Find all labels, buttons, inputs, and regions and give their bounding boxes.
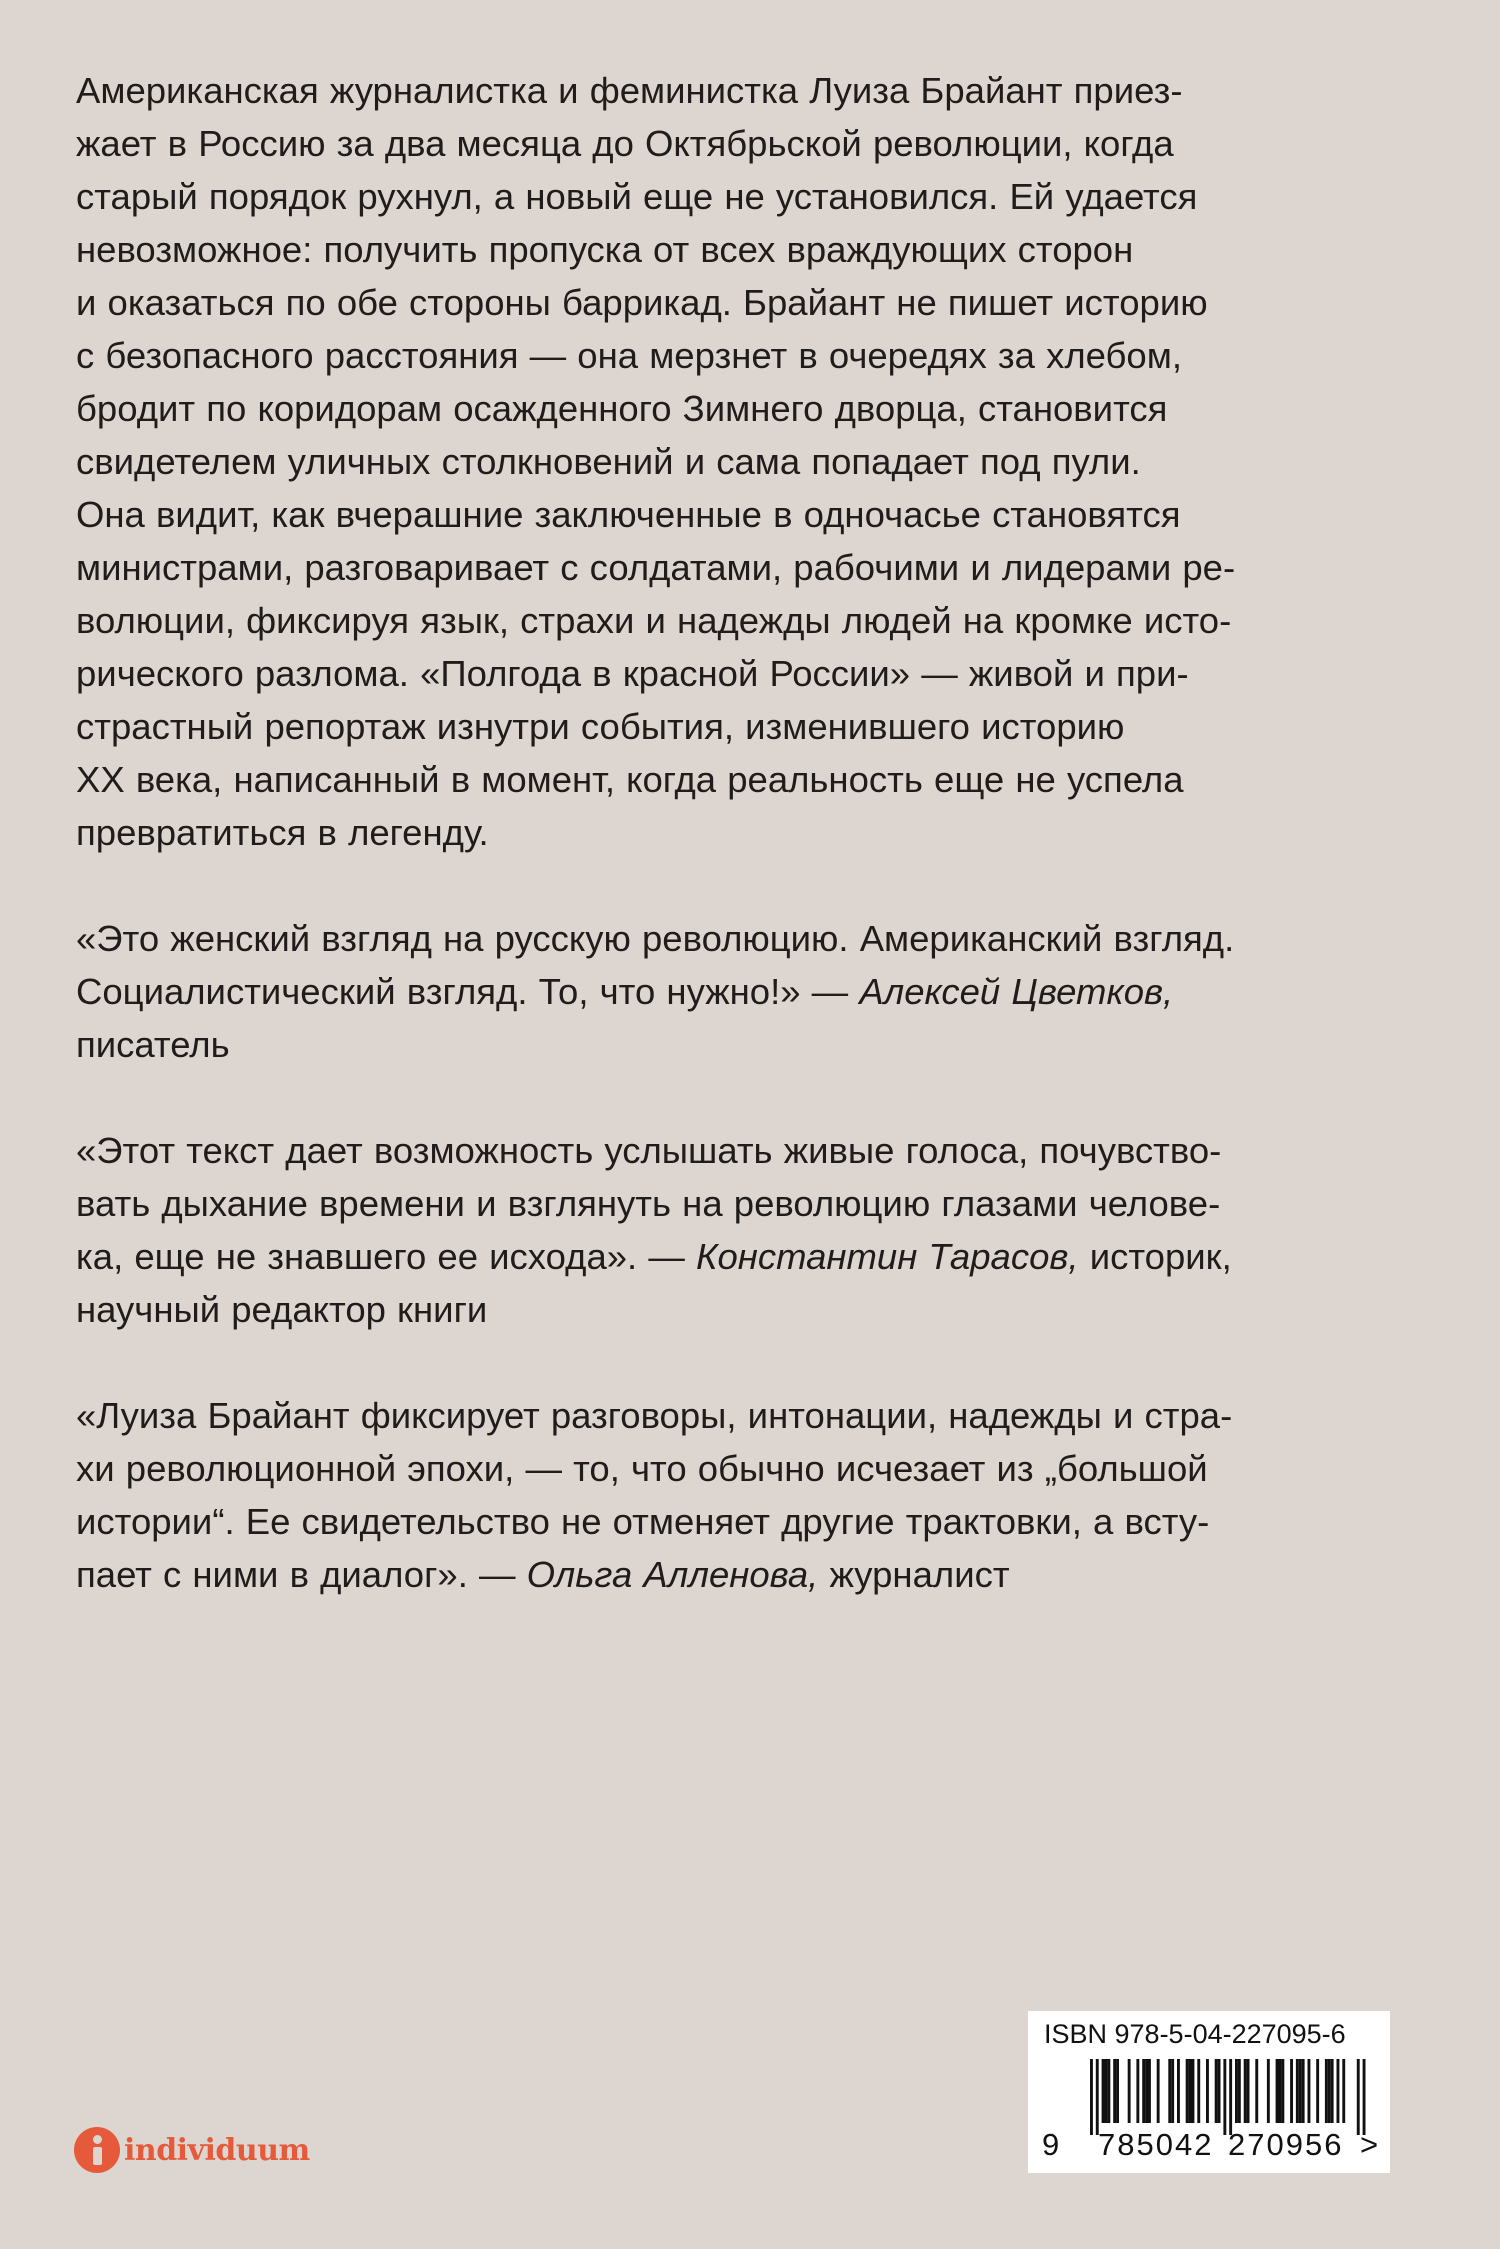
- barcode-bar: [1279, 2059, 1282, 2123]
- barcode-bar: [1302, 2059, 1305, 2123]
- barcode-bar: [1107, 2059, 1110, 2123]
- review-quote: [76, 1389, 1336, 1601]
- barcode-bar: [1337, 2059, 1340, 2123]
- quote-line: [76, 1495, 1336, 1548]
- description-line: Она видит, как вчерашние заключенные в одночасье становятся: [76, 494, 1181, 535]
- description-line: Американская журналистка и феминистка Луиза Брайант приез-: [76, 70, 1183, 111]
- description-line: XX века, написанный в момент, когда реальность еще не успела: [76, 759, 1184, 800]
- quote-text: вать дыхание времени и взглянуть на революцию глазами челове-: [76, 1183, 1221, 1224]
- description-line: рического разлома. «Полгода в красной России» — живой и при-: [76, 653, 1189, 694]
- quote-line: [76, 965, 1336, 1018]
- barcode-guard-bar: [1090, 2059, 1093, 2135]
- quote-author-role: журналист: [818, 1554, 1010, 1595]
- barcode-bar: [1238, 2059, 1241, 2123]
- barcode-bar: [1218, 2059, 1221, 2123]
- quote-text: хи революционной эпохи, — то, что обычно исчезает из „большой: [76, 1448, 1208, 1489]
- barcode-bar: [1247, 2059, 1250, 2123]
- quote-author: Константин Тарасов,: [695, 1236, 1079, 1277]
- description-line: бродит по коридорам осажденного Зимнего дворца, становится: [76, 388, 1168, 429]
- quote-text: «Это женский взгляд на русскую революцию. Американский взгляд.: [76, 918, 1235, 959]
- barcode-right-digits: 270956: [1228, 2127, 1344, 2162]
- barcode-bar: [1116, 2059, 1119, 2123]
- barcode-bar: [1215, 2059, 1218, 2123]
- barcode-bar: [1145, 2059, 1148, 2123]
- quote-line: [76, 912, 1336, 965]
- description-line: свидетелем уличных столкновений и сама попадает под пули.: [76, 441, 1141, 482]
- barcode-bar: [1267, 2059, 1270, 2123]
- description-line: волюции, фиксируя язык, страхи и надежды людей на кромке исто-: [76, 600, 1232, 641]
- quote-line: [76, 1230, 1336, 1283]
- barcode-bar: [1189, 2059, 1192, 2123]
- barcode-bar: [1128, 2059, 1131, 2123]
- description-line: страстный репортаж изнутри события, изменившего историю: [76, 706, 1125, 747]
- barcode-bar: [1197, 2059, 1200, 2123]
- description-line: старый порядок рухнул, а новый еще не установился. Ей удается: [76, 176, 1198, 217]
- description-line: жает в Россию за два месяца до Октябрьской революции, когда: [76, 123, 1174, 164]
- barcode-bar: [1105, 2059, 1108, 2123]
- barcode-bar: [1299, 2059, 1302, 2123]
- barcode-guard-bar: [1363, 2059, 1366, 2135]
- barcode-guard-bar: [1357, 2059, 1360, 2135]
- quote-line: [76, 1283, 1336, 1336]
- barcode-bar: [1136, 2059, 1139, 2123]
- isbn-label: ISBN 978-5-04-227095-6: [1044, 2019, 1346, 2049]
- quote-text: истории“. Ее свидетельство не отменяет другие трактовки, а всту-: [76, 1501, 1210, 1542]
- quote-text: «Этот текст дает возможность услышать живые голоса, почувство-: [76, 1130, 1222, 1171]
- review-quote: [76, 912, 1336, 1071]
- barcode-bar: [1281, 2059, 1284, 2123]
- barcode-guard-bar: [1096, 2059, 1099, 2135]
- barcode-bar: [1186, 2059, 1189, 2123]
- quote-text: писатель: [76, 1024, 230, 1065]
- barcode-bar: [1142, 2059, 1145, 2123]
- quote-author-role: историк,: [1078, 1236, 1232, 1277]
- barcode-bar: [1171, 2059, 1174, 2123]
- description-line: министрами, разговаривает с солдатами, рабочими и лидерами ре-: [76, 547, 1236, 588]
- book-description: [76, 64, 1336, 859]
- barcode-bar: [1157, 2059, 1160, 2123]
- barcode-guard-bar: [1229, 2059, 1232, 2135]
- description-line: невозможное: получить пропуска от всех враждующих сторон: [76, 229, 1134, 270]
- quote-line: [76, 1124, 1336, 1177]
- barcode-bar: [1308, 2059, 1311, 2123]
- barcode-bar: [1235, 2059, 1238, 2123]
- description-line: превратиться в легенду.: [76, 812, 489, 853]
- barcode-bar: [1206, 2059, 1209, 2123]
- quote-text: пает с ними в диалог». —: [76, 1554, 527, 1595]
- quote-text: научный редактор книги: [76, 1289, 488, 1330]
- quote-author: Ольга Алленова,: [526, 1554, 819, 1595]
- barcode-bars: [1090, 2059, 1372, 2135]
- barcode-left-digits: 785042: [1098, 2127, 1214, 2162]
- barcode-bar: [1244, 2059, 1247, 2123]
- quote-line: [76, 1389, 1336, 1442]
- quote-text: Социалистический взгляд. То, что нужно!» —: [76, 971, 860, 1012]
- barcode-bar: [1177, 2059, 1180, 2123]
- publisher-logo: [74, 2126, 310, 2174]
- quote-line: [76, 1548, 1336, 1601]
- quote-line: [76, 1018, 1336, 1071]
- quote-text: «Луиза Брайант фиксирует разговоры, интонации, надежды и стра-: [76, 1395, 1233, 1436]
- barcode-bar: [1316, 2059, 1319, 2123]
- barcode-bar: [1113, 2059, 1116, 2123]
- description-line: с безопасного расстояния — она мерзнет в очередях за хлебом,: [76, 335, 1182, 376]
- barcode-bar: [1102, 2059, 1105, 2123]
- barcode-bar: [1192, 2059, 1195, 2123]
- back-cover-text: [76, 64, 1336, 1601]
- quote-author: Алексей Цветков,: [859, 971, 1174, 1012]
- barcode-bar: [1148, 2059, 1151, 2123]
- description-line: и оказаться по обе стороны баррикад. Брайант не пишет историю: [76, 282, 1208, 323]
- barcode-bar: [1296, 2059, 1299, 2123]
- isbn-barcode: [1028, 2011, 1390, 2173]
- barcode-bar: [1168, 2059, 1171, 2123]
- review-quote: [76, 1124, 1336, 1336]
- barcode-bar: [1276, 2059, 1279, 2123]
- barcode-bar: [1325, 2059, 1328, 2123]
- barcode-first-digit: 9: [1042, 2127, 1060, 2162]
- quote-text: ка, еще не знавшего ее исхода». —: [76, 1236, 696, 1277]
- barcode-bar: [1255, 2059, 1258, 2123]
- barcode-bar: [1331, 2059, 1334, 2123]
- quote-line: [76, 1177, 1336, 1230]
- barcode-bar: [1290, 2059, 1293, 2123]
- barcode-guard-bar: [1223, 2059, 1226, 2135]
- barcode-bar: [1342, 2059, 1345, 2123]
- publisher-name: individuum: [124, 2132, 310, 2168]
- info-circle-icon: [74, 2127, 120, 2173]
- review-quotes: [76, 912, 1336, 1601]
- barcode-bar: [1328, 2059, 1331, 2123]
- quote-line: [76, 1442, 1336, 1495]
- barcode-quiet-zone-mark: >: [1360, 2127, 1379, 2162]
